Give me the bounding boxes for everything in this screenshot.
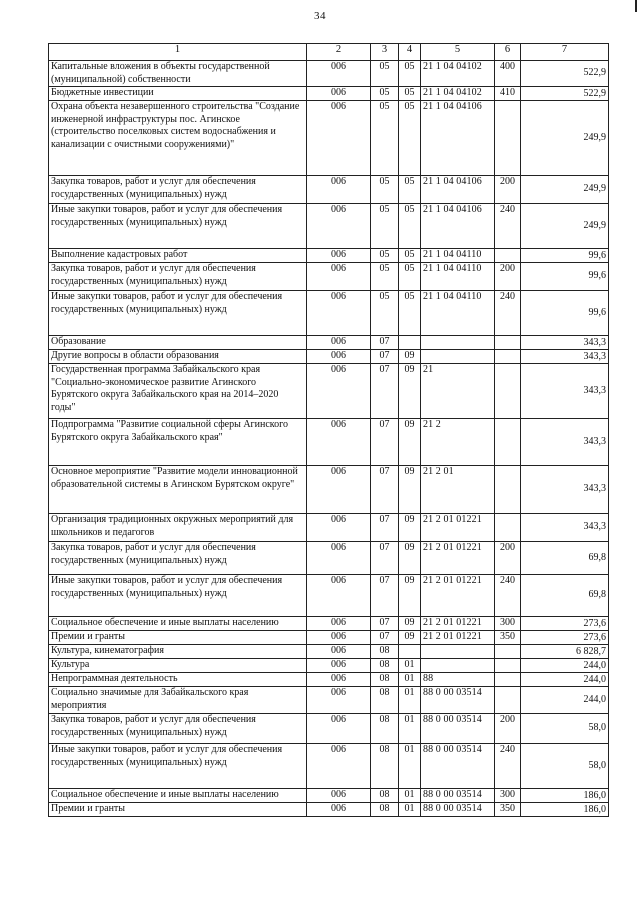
row-target-code: 88 (421, 673, 495, 687)
table-row (49, 176, 609, 204)
row-expense-kind: 400 (495, 61, 521, 87)
header-row (49, 44, 609, 61)
row-subsection: 09 (399, 631, 421, 645)
row-name: Иные закупки товаров, работ и услуг для обеспечения государственных (муниципальных) нужд (49, 291, 307, 336)
row-subsection: 01 (399, 744, 421, 789)
row-amount: 186,0 (521, 789, 609, 803)
row-section: 07 (371, 631, 399, 645)
row-subsection (399, 645, 421, 659)
header-cell-1: 1 (49, 44, 307, 61)
row-code: 006 (307, 789, 371, 803)
row-expense-kind: 410 (495, 87, 521, 101)
row-expense-kind: 200 (495, 263, 521, 291)
row-section: 07 (371, 419, 399, 466)
row-amount: 6 828,7 (521, 645, 609, 659)
table-row (49, 687, 609, 714)
row-amount: 69,8 (521, 542, 609, 575)
row-expense-kind (495, 466, 521, 514)
row-section: 08 (371, 744, 399, 789)
row-amount: 343,3 (521, 336, 609, 350)
row-code: 006 (307, 631, 371, 645)
row-expense-kind: 350 (495, 631, 521, 645)
row-amount: 343,3 (521, 466, 609, 514)
row-subsection (399, 336, 421, 350)
row-subsection: 09 (399, 466, 421, 514)
row-amount: 343,3 (521, 350, 609, 364)
table-row (49, 803, 609, 817)
row-section: 07 (371, 364, 399, 419)
row-target-code: 21 1 04 04110 (421, 291, 495, 336)
row-expense-kind (495, 419, 521, 466)
table-row (49, 714, 609, 744)
row-expense-kind (495, 364, 521, 419)
row-target-code: 21 1 04 04110 (421, 249, 495, 263)
row-section: 05 (371, 176, 399, 204)
row-amount: 186,0 (521, 803, 609, 817)
row-name: Культура, кинематография (49, 645, 307, 659)
row-target-code: 88 0 00 03514 (421, 744, 495, 789)
header-cell-6: 6 (495, 44, 521, 61)
row-name: Иные закупки товаров, работ и услуг для обеспечения государственных (муниципальных) нужд (49, 204, 307, 249)
row-target-code (421, 645, 495, 659)
row-target-code: 21 1 04 04102 (421, 61, 495, 87)
row-target-code (421, 336, 495, 350)
row-code: 006 (307, 249, 371, 263)
row-target-code: 21 2 (421, 419, 495, 466)
table-row (49, 673, 609, 687)
row-amount: 522,9 (521, 61, 609, 87)
row-subsection: 01 (399, 673, 421, 687)
row-target-code: 88 0 00 03514 (421, 789, 495, 803)
row-expense-kind: 300 (495, 617, 521, 631)
row-section: 08 (371, 673, 399, 687)
table-row (49, 542, 609, 575)
row-name: Закупка товаров, работ и услуг для обеспечения государственных (муниципальных) нужд (49, 714, 307, 744)
table-row (49, 291, 609, 336)
table-row (49, 336, 609, 350)
table-row (49, 350, 609, 364)
row-target-code: 21 1 04 04106 (421, 101, 495, 176)
row-target-code: 21 1 04 04110 (421, 263, 495, 291)
row-code: 006 (307, 176, 371, 204)
row-name: Социальное обеспечение и иные выплаты населению (49, 617, 307, 631)
row-code: 006 (307, 263, 371, 291)
table-row (49, 744, 609, 789)
row-code: 006 (307, 336, 371, 350)
header-cell-2: 2 (307, 44, 371, 61)
header-cell-4: 4 (399, 44, 421, 61)
row-code: 006 (307, 744, 371, 789)
row-expense-kind: 240 (495, 204, 521, 249)
row-section: 07 (371, 336, 399, 350)
row-name: Другие вопросы в области образования (49, 350, 307, 364)
row-subsection: 01 (399, 789, 421, 803)
row-amount: 522,9 (521, 87, 609, 101)
row-amount: 99,6 (521, 263, 609, 291)
row-amount: 273,6 (521, 617, 609, 631)
row-name: Образование (49, 336, 307, 350)
header-cell-7: 7 (521, 44, 609, 61)
row-name: Основное мероприятие "Развитие модели инновационной образовательной системы в Агинском Бурятском округе" (49, 466, 307, 514)
row-target-code: 21 2 01 (421, 466, 495, 514)
row-section: 07 (371, 617, 399, 631)
row-section: 05 (371, 263, 399, 291)
row-subsection: 05 (399, 61, 421, 87)
row-target-code: 21 (421, 364, 495, 419)
row-expense-kind: 300 (495, 789, 521, 803)
row-amount: 273,6 (521, 631, 609, 645)
row-target-code: 21 2 01 01221 (421, 514, 495, 542)
row-subsection: 01 (399, 803, 421, 817)
row-subsection: 05 (399, 87, 421, 101)
row-target-code (421, 350, 495, 364)
row-section: 08 (371, 659, 399, 673)
row-subsection: 05 (399, 204, 421, 249)
table-row (49, 514, 609, 542)
row-name: Иные закупки товаров, работ и услуг для обеспечения государственных (муниципальных) нужд (49, 575, 307, 617)
row-section: 05 (371, 204, 399, 249)
row-name: Охрана объекта незавершенного строительства "Создание инженерной инфраструктуры пос. Агинское (строительство поселковых систем водоснабжения и канализации с очистными сооружениями)" (49, 101, 307, 176)
row-name: Непрограммная деятельность (49, 673, 307, 687)
row-name: Капитальные вложения в объекты государственной (муниципальной) собственности (49, 61, 307, 87)
row-subsection: 09 (399, 419, 421, 466)
row-name: Бюджетные инвестиции (49, 87, 307, 101)
page-number: 34 (314, 10, 326, 22)
row-name: Социально значимые для Забайкальского края мероприятия (49, 687, 307, 714)
row-section: 08 (371, 789, 399, 803)
row-expense-kind (495, 350, 521, 364)
row-name: Закупка товаров, работ и услуг для обеспечения государственных (муниципальных) нужд (49, 176, 307, 204)
row-amount: 244,0 (521, 659, 609, 673)
row-expense-kind: 200 (495, 542, 521, 575)
row-name: Организация традиционных окружных мероприятий для школьников и педагогов (49, 514, 307, 542)
row-section: 07 (371, 514, 399, 542)
row-amount: 244,0 (521, 673, 609, 687)
row-subsection: 05 (399, 101, 421, 176)
row-subsection: 05 (399, 291, 421, 336)
table-row (49, 87, 609, 101)
row-subsection: 09 (399, 350, 421, 364)
row-target-code: 21 1 04 04102 (421, 87, 495, 101)
row-expense-kind: 240 (495, 744, 521, 789)
table-row (49, 419, 609, 466)
row-expense-kind (495, 336, 521, 350)
row-subsection: 01 (399, 687, 421, 714)
row-amount: 58,0 (521, 744, 609, 789)
row-code: 006 (307, 466, 371, 514)
row-code: 006 (307, 350, 371, 364)
row-section: 08 (371, 645, 399, 659)
row-name: Иные закупки товаров, работ и услуг для обеспечения государственных (муниципальных) нужд (49, 744, 307, 789)
row-subsection: 01 (399, 714, 421, 744)
row-amount: 244,0 (521, 687, 609, 714)
row-name: Премии и гранты (49, 631, 307, 645)
row-amount: 58,0 (521, 714, 609, 744)
row-expense-kind: 240 (495, 575, 521, 617)
row-code: 006 (307, 514, 371, 542)
row-section: 05 (371, 61, 399, 87)
row-section: 08 (371, 687, 399, 714)
row-amount: 249,9 (521, 101, 609, 176)
row-code: 006 (307, 364, 371, 419)
table-row (49, 575, 609, 617)
row-target-code: 21 2 01 01221 (421, 631, 495, 645)
table-row (49, 61, 609, 87)
row-subsection: 09 (399, 575, 421, 617)
table-row (49, 204, 609, 249)
row-section: 07 (371, 542, 399, 575)
row-name: Государственная программа Забайкальского края "Социально-экономическое развитие Агинского Бурятского округа Забайкальского края на 2014–2020 годы" (49, 364, 307, 419)
row-section: 07 (371, 575, 399, 617)
row-name: Подпрограмма "Развитие социальной сферы Агинского Бурятского округа Забайкальского края" (49, 419, 307, 466)
row-name: Социальное обеспечение и иные выплаты населению (49, 789, 307, 803)
row-amount: 99,6 (521, 291, 609, 336)
header-cell-3: 3 (371, 44, 399, 61)
row-section: 07 (371, 350, 399, 364)
row-code: 006 (307, 617, 371, 631)
row-name: Культура (49, 659, 307, 673)
row-subsection: 09 (399, 542, 421, 575)
row-expense-kind (495, 673, 521, 687)
table-row (49, 631, 609, 645)
row-section: 05 (371, 249, 399, 263)
row-code: 006 (307, 101, 371, 176)
row-expense-kind (495, 687, 521, 714)
row-target-code: 88 0 00 03514 (421, 687, 495, 714)
row-expense-kind (495, 659, 521, 673)
row-target-code: 88 0 00 03514 (421, 803, 495, 817)
row-expense-kind (495, 645, 521, 659)
row-subsection: 09 (399, 364, 421, 419)
row-code: 006 (307, 714, 371, 744)
header-cell-5: 5 (421, 44, 495, 61)
budget-table (48, 43, 609, 817)
row-target-code: 21 1 04 04106 (421, 204, 495, 249)
row-expense-kind (495, 101, 521, 176)
row-name: Премии и гранты (49, 803, 307, 817)
row-expense-kind: 200 (495, 176, 521, 204)
table-row (49, 789, 609, 803)
row-expense-kind: 240 (495, 291, 521, 336)
row-subsection: 09 (399, 617, 421, 631)
table-row (49, 249, 609, 263)
row-target-code: 21 2 01 01221 (421, 575, 495, 617)
row-subsection: 09 (399, 514, 421, 542)
table-row (49, 263, 609, 291)
row-code: 006 (307, 659, 371, 673)
row-subsection: 05 (399, 176, 421, 204)
row-target-code (421, 659, 495, 673)
row-code: 006 (307, 204, 371, 249)
row-code: 006 (307, 542, 371, 575)
row-section: 07 (371, 466, 399, 514)
row-code: 006 (307, 419, 371, 466)
table-row (49, 466, 609, 514)
row-target-code: 21 2 01 01221 (421, 617, 495, 631)
row-expense-kind: 350 (495, 803, 521, 817)
row-section: 08 (371, 714, 399, 744)
row-code: 006 (307, 687, 371, 714)
row-amount: 249,9 (521, 176, 609, 204)
row-name: Закупка товаров, работ и услуг для обеспечения государственных (муниципальных) нужд (49, 263, 307, 291)
row-code: 006 (307, 575, 371, 617)
row-amount: 69,8 (521, 575, 609, 617)
row-target-code: 21 2 01 01221 (421, 542, 495, 575)
row-amount: 99,6 (521, 249, 609, 263)
table-row (49, 364, 609, 419)
row-amount: 343,3 (521, 364, 609, 419)
row-code: 006 (307, 645, 371, 659)
row-amount: 343,3 (521, 514, 609, 542)
row-name: Выполнение кадастровых работ (49, 249, 307, 263)
row-section: 08 (371, 803, 399, 817)
row-expense-kind (495, 249, 521, 263)
row-section: 05 (371, 101, 399, 176)
row-target-code: 88 0 00 03514 (421, 714, 495, 744)
row-code: 006 (307, 87, 371, 101)
row-section: 05 (371, 291, 399, 336)
table-row (49, 659, 609, 673)
row-amount: 249,9 (521, 204, 609, 249)
table-row (49, 101, 609, 176)
row-expense-kind (495, 514, 521, 542)
row-amount: 343,3 (521, 419, 609, 466)
row-name: Закупка товаров, работ и услуг для обеспечения государственных (муниципальных) нужд (49, 542, 307, 575)
row-code: 006 (307, 61, 371, 87)
row-subsection: 05 (399, 249, 421, 263)
table-row (49, 645, 609, 659)
row-code: 006 (307, 803, 371, 817)
row-code: 006 (307, 673, 371, 687)
row-section: 05 (371, 87, 399, 101)
row-subsection: 01 (399, 659, 421, 673)
row-subsection: 05 (399, 263, 421, 291)
row-code: 006 (307, 291, 371, 336)
table-row (49, 617, 609, 631)
row-expense-kind: 200 (495, 714, 521, 744)
row-target-code: 21 1 04 04106 (421, 176, 495, 204)
